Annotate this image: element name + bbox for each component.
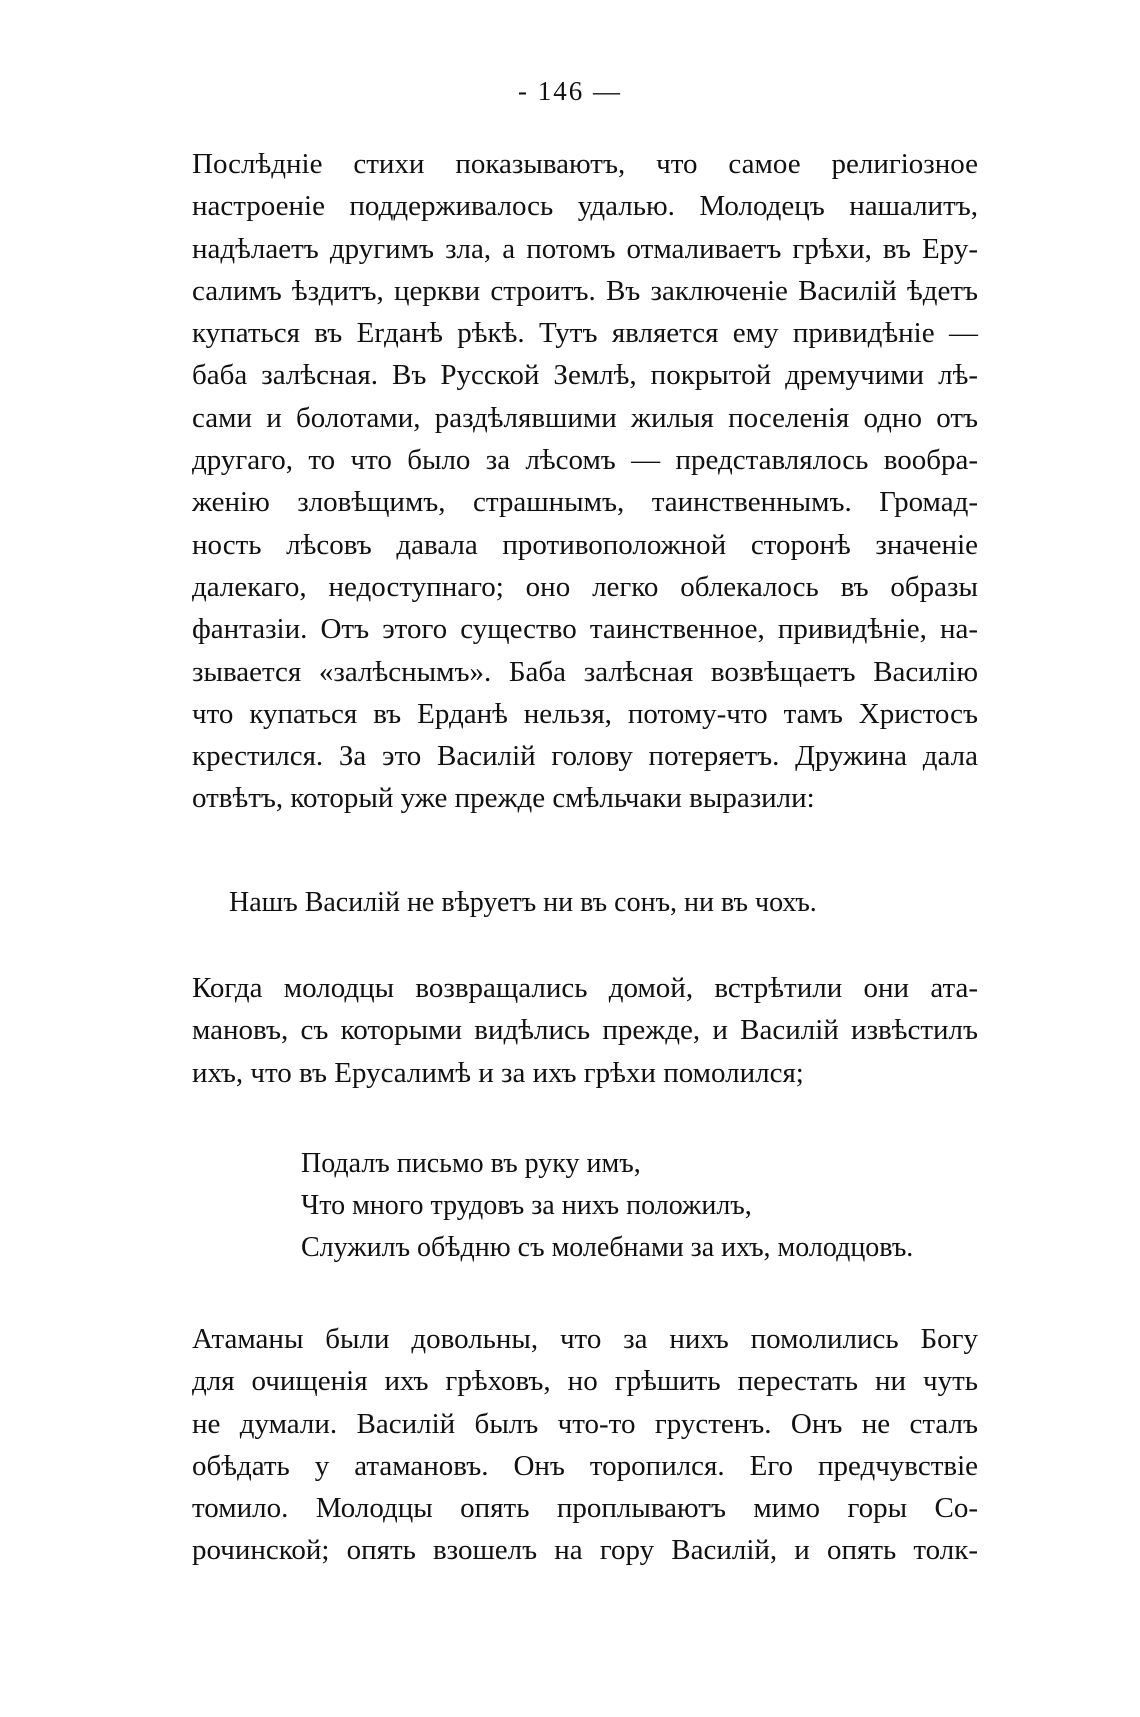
- text-line: фантазіи. Отъ этого существо таинственное, привидѣніе, на-: [192, 613, 978, 646]
- verse-line: Служилъ обѣдню съ молебнами за ихъ, молодцовъ.: [301, 1232, 914, 1263]
- text-line: отвѣтъ, который уже прежде смѣльчаки выразили:: [192, 782, 815, 815]
- text-line: женію зловѣщимъ, страшнымъ, таинственнымъ. Громад-: [192, 486, 978, 519]
- verse-quote-2: [301, 1143, 913, 1269]
- verse-line: Подалъ письмо въ руку имъ,: [301, 1148, 641, 1179]
- paragraph-1: [192, 143, 978, 820]
- text-line: мановъ, съ которыми видѣлись прежде, и Василій извѣстилъ: [192, 1014, 978, 1047]
- text-line: баба залѣсная. Въ Русской Землѣ, покрытой дремучими лѣ-: [192, 359, 978, 392]
- text-line: ность лѣсовъ давала противоположной сторонѣ значеніе: [192, 528, 978, 561]
- text-line: для очищенія ихъ грѣховъ, но грѣшить перестать ни чуть: [192, 1365, 978, 1398]
- text-line: Когда молодцы возвращались домой, встрѣтили они ата-: [192, 972, 978, 1004]
- text-line: далекаго, недоступнаго; оно легко облекалось въ образы: [192, 570, 978, 603]
- paragraph-2: [192, 967, 978, 1094]
- text-line: крестился. За это Василій голову потеряетъ. Дружина дала: [192, 740, 978, 773]
- text-line: что купаться въ Ерданѣ нельзя, потому-что тамъ Христосъ: [192, 697, 978, 730]
- verse-line: Нашъ Василій не вѣруетъ ни въ сонъ, ни въ чохъ.: [229, 887, 817, 918]
- text-line: не думали. Василій былъ что-то грустенъ. Онъ не сталъ: [192, 1407, 978, 1440]
- verse-quote-1: [229, 882, 817, 924]
- text-line: Послѣдніе стихи показываютъ, что самое религіозное: [192, 148, 978, 180]
- text-line: купаться въ Erданѣ рѣкѣ. Тутъ является ему привидѣніе —: [192, 317, 978, 350]
- text-line: ихъ, что въ Ерусалимѣ и за ихъ грѣхи помолился;: [192, 1056, 804, 1089]
- page-number: - 146 —: [518, 76, 622, 106]
- text-line: рочинской; опять взошелъ на гору Василій, и опять толк-: [192, 1534, 978, 1567]
- paragraph-3: [192, 1318, 978, 1572]
- text-line: зывается «залѣснымъ». Баба залѣсная возвѣщаетъ Василію: [192, 655, 978, 688]
- text-line: настроеніе поддерживалось удалью. Молодецъ нашалитъ,: [192, 190, 978, 223]
- text-line: надѣлаетъ другимъ зла, а потомъ отмаливаетъ грѣхи, въ Еру-: [192, 232, 978, 265]
- text-line: другаго, то что было за лѣсомъ — представлялось вообра-: [192, 444, 978, 477]
- text-line: обѣдать у атамановъ. Онъ торопился. Его предчувствіе: [192, 1449, 978, 1482]
- verse-line: Что много трудовъ за нихъ положилъ,: [301, 1190, 752, 1221]
- text-line: томило. Молодцы опять проплываютъ мимо горы Со-: [192, 1492, 978, 1525]
- text-line: Атаманы были довольны, что за нихъ помолились Богу: [192, 1323, 978, 1355]
- text-line: салимъ ѣздитъ, церкви строитъ. Въ заключеніе Василій ѣдетъ: [192, 274, 978, 307]
- text-line: сами и болотами, раздѣлявшими жилыя поселенія одно отъ: [192, 401, 978, 434]
